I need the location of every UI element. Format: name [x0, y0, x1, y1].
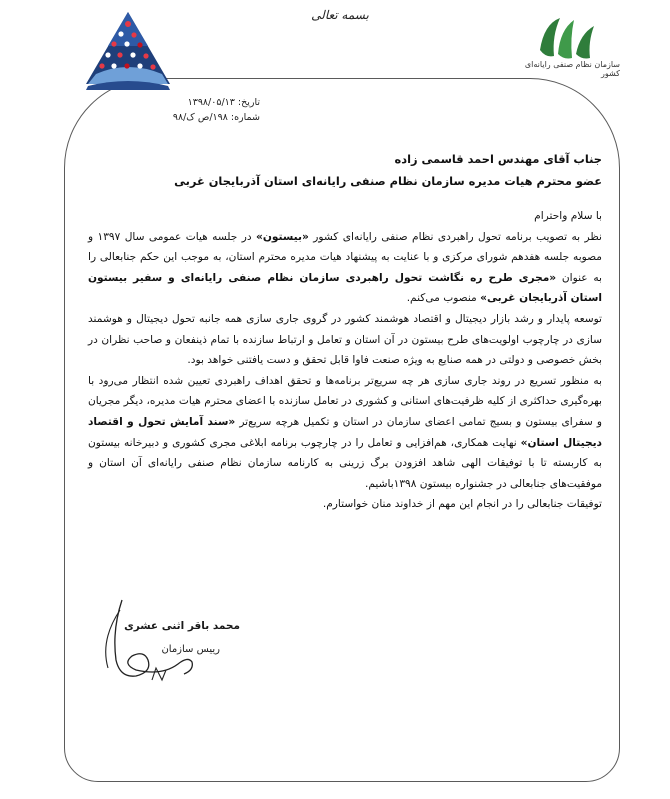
date-line: [80, 95, 260, 110]
p3-text-b: نهایت همکاری، هم‌افزایی و تعامل را در چارچوب برنامه ابلاغی مجری کشوری و دبیرخانه بیستون به کاربسته تا با توفیقات الهی شاهد افزودن برگ زرینی به کارنامه سازمان نظام صنفی رایانه‌ای آن استان و موفقیت‌های جنابعالی در جشنواره بیستون ۱۳۹۸باشیم.: [88, 436, 602, 490]
p3-text-a: به منظور تسریع در روند جاری سازی هر چه سریع‌تر برنامه‌ها و تحقق اهداف راهبردی تعیین شده انتظار می‌رود با بهره‌گیری حداکثری از کلیه ظرفیت‌های استانی و کشوری در تعامل سازنده با اعضای محترم هیات مدیره، دیگر مجریان و سفرای بیستون و بسیج تمامی اعضای سازمان در استان و تکمیل هرچه سریع‌تر: [88, 374, 602, 428]
number-label: شماره:: [230, 112, 260, 123]
p3-bold-document: «سند آمایش تحول و اقتصاد دیجیتال استان»: [88, 415, 602, 449]
organization-logo-icon: [530, 14, 600, 62]
closing-line: توفیقات جنابعالی را در انجام این مهم از خداوند منان خواستارم.: [322, 498, 602, 511]
date-label: تاریخ:: [237, 97, 260, 108]
p1-bold-program: «بیستون»: [256, 230, 309, 243]
number-line: [80, 110, 260, 125]
paragraph-expectations: [88, 371, 602, 495]
number-value: ۱۹۸/ص ک/۹۸: [172, 112, 228, 123]
bisotun-emblem-icon: [78, 8, 178, 94]
header-title: بسمه تعالی: [311, 8, 369, 22]
handwritten-signature: [92, 590, 242, 690]
paragraph-development: توسعه پایدار و رشد بازار دیجیتال و اقتصاد هوشمند کشور در گروی جاری سازی همه جانبه تحول دیجیتال و هوشمند سازی در چارچوب اولویت‌های طرح بیستون در آن استان و تعامل و ارتباط سازنده با تمام ذینفعان و صاحب نظران در بخش خصوصی و دولتی در همه صنایع به ویژه صنعت فاوا قابل تحقق و دست یافتنی خواهد بود.: [88, 312, 602, 367]
greeting: با سلام واحترام: [534, 210, 602, 222]
signer-title: رییس سازمان: [161, 644, 220, 655]
signer-name: محمد باقر اثنی عشری: [124, 620, 240, 632]
p1-bold-role: «مجری طرح ره نگاشت تحول راهبردی سازمان نظام صنفی رایانه‌ای و سفیر بیستون استان آذربایجان غربی»: [88, 271, 602, 305]
letter-body: [88, 148, 602, 515]
p1-text-b: در جلسه هیات عمومی سال ۱۳۹۷ و مصوبه جلسه هفدهم شورای مرکزی و با عنایت به پیشنهاد هیات مدیره محترم استان، به موجب این حکم جنابعالی را به عنوان: [88, 230, 602, 284]
p1-text-a: نظر به تصویب برنامه تحول راهبردی نظام صنفی رایانه‌ای کشور: [313, 230, 602, 243]
organization-name: سازمان نظام صنفی رایانه‌ای کشور: [524, 60, 620, 78]
paragraph-appointment: [88, 227, 602, 309]
date-value: ۱۳۹۸/۰۵/۱۳: [187, 97, 235, 108]
recipient-name: جناب آقای مهندس احمد قاسمی زاده: [394, 152, 602, 166]
recipient-position: عضو محترم هیات مدیره سازمان نظام صنفی رایانه‌ای استان آذربایجان غربی: [174, 174, 602, 188]
p1-text-c: منصوب می‌کنم.: [406, 292, 477, 305]
letter-meta: [80, 95, 260, 125]
